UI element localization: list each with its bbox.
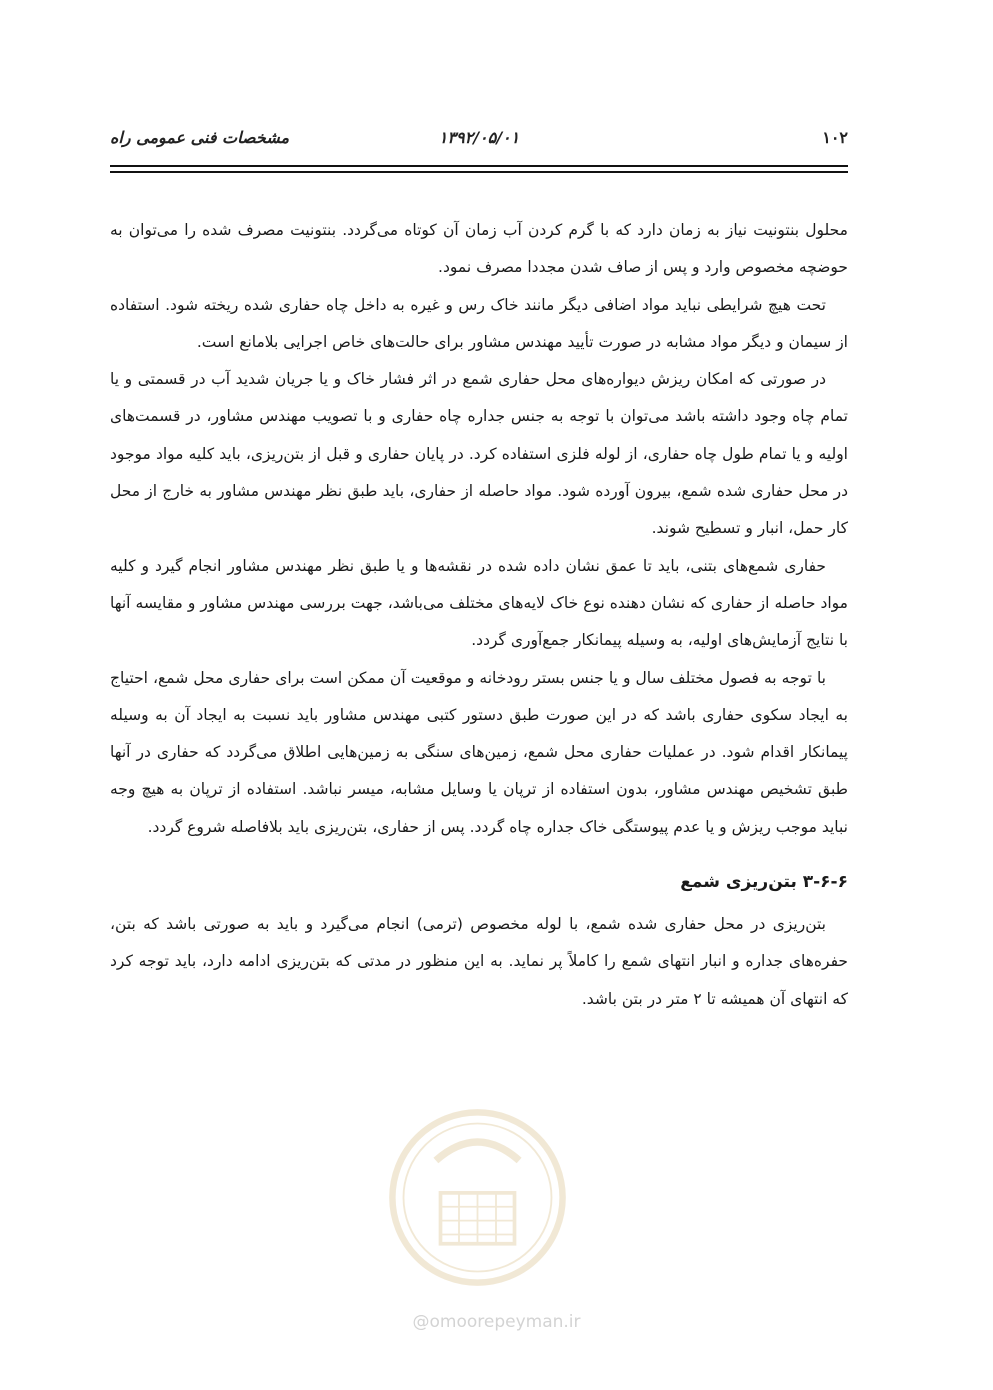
- header-rule-bottom: [110, 171, 848, 173]
- body-paragraph: تحت هیچ شرایطی نباید مواد اضافی دیگر مانند خاک رس و غیره به داخل چاه حفاری شده ریخته شود. استفاده از سیمان و دیگر مواد مشابه در صورت تأیید مهندس مشاور برای حالت‌های خاص اجرایی بلامانع است.: [110, 295, 848, 351]
- section-paragraph: بتن‌ریزی در محل حفاری شده شمع، با لوله مخصوص (ترمی) انجام می‌گیرد و باید به صورتی باشد که بتن، حفره‌های جداره و انبار انتهای شمع را کاملاً پر نماید. به این منظور در مدتی که بتن‌ریزی ادامه دارد، باید توجه کرد که انتهای آن همیشه تا ۲ متر در بتن باشد.: [110, 915, 848, 1008]
- section-heading: ۳-۶-۶ بتن‌ریزی شمع: [680, 872, 848, 893]
- page-body: [110, 212, 848, 1018]
- header-rule-top: [110, 165, 848, 167]
- body-paragraph: حفاری شمع‌های بتنی، باید تا عمق نشان داده شده در نقشه‌ها و یا طبق نظر مهندس مشاور انجام گیرد و کلیه مواد حاصله از حفاری که نشان دهنده نوع خاک لایه‌های مختلف می‌باشد، جهت بررسی مهندس مشاور و مقایسه آنها با نتایج آزمایش‌های اولیه، به وسیله پیمانکار جمع‌آوری گردد.: [110, 556, 848, 650]
- body-paragraph: در صورتی که امکان ریزش دیواره‌های محل حفاری شمع در اثر فشار خاک و یا جریان شدید آب در قسمتی و یا تمام چاه وجود داشته باشد می‌توان با توجه به جنس جداره چاه حفاری و با تصویب مهندس مشاور، در قسمت‌های اولیه و یا تمام طول چاه حفاری، از لوله فلزی استفاده کرد. در پایان حفاری و قبل از بتن‌ریزی، باید کلیه مواد موجود در محل حفاری شده شمع، بیرون آورده شود. مواد حاصله از حفاری، باید طبق نظر مهندس مشاور به خارج از محل کار حمل، انبار و تسطیح شوند.: [110, 370, 848, 538]
- body-paragraph: محلول بنتونیت نیاز به زمان دارد که با گرم کردن آب زمان آن کوتاه می‌گردد. بنتونیت مصرف شده را می‌توان به حوضچه مخصوص وارد و پس از صاف شدن مجددا مصرف نمود.: [110, 221, 848, 277]
- header-title: مشخصات فنی عمومی راه: [110, 128, 290, 147]
- watermark-text: @omoorepeyman.ir: [412, 1312, 581, 1332]
- body-paragraph: با توجه به فصول مختلف سال و یا جنس بستر رودخانه و موقعیت آن ممکن است برای حفاری محل شمع، احتیاج به ایجاد سکوی حفاری باشد که در این صورت طبق دستور کتبی مهندس مشاور باید نسبت به ایجاد آن به وسیله پیمانکار اقدام شود. در عملیات حفاری محل شمع، زمین‌های سنگی به زمین‌هایی اطلاق می‌گردد که حفاری در آنها طبق تشخیص مهندس مشاور، بدون استفاده از ترپان یا وسایل مشابه، میسر نباشد. استفاده از ترپان به هیچ وجه نباید موجب ریزش و یا عدم پیوستگی خاک جداره چاه گردد. پس از حفاری، بتن‌ریزی باید بلافاصله شروع گردد.: [110, 668, 848, 836]
- header-date: ۱۳۹۲/۰۵/۰۱: [438, 128, 520, 147]
- page-header: [110, 128, 848, 158]
- watermark-logo-icon: [385, 1105, 570, 1290]
- page-number: ۱۰۲: [822, 128, 848, 147]
